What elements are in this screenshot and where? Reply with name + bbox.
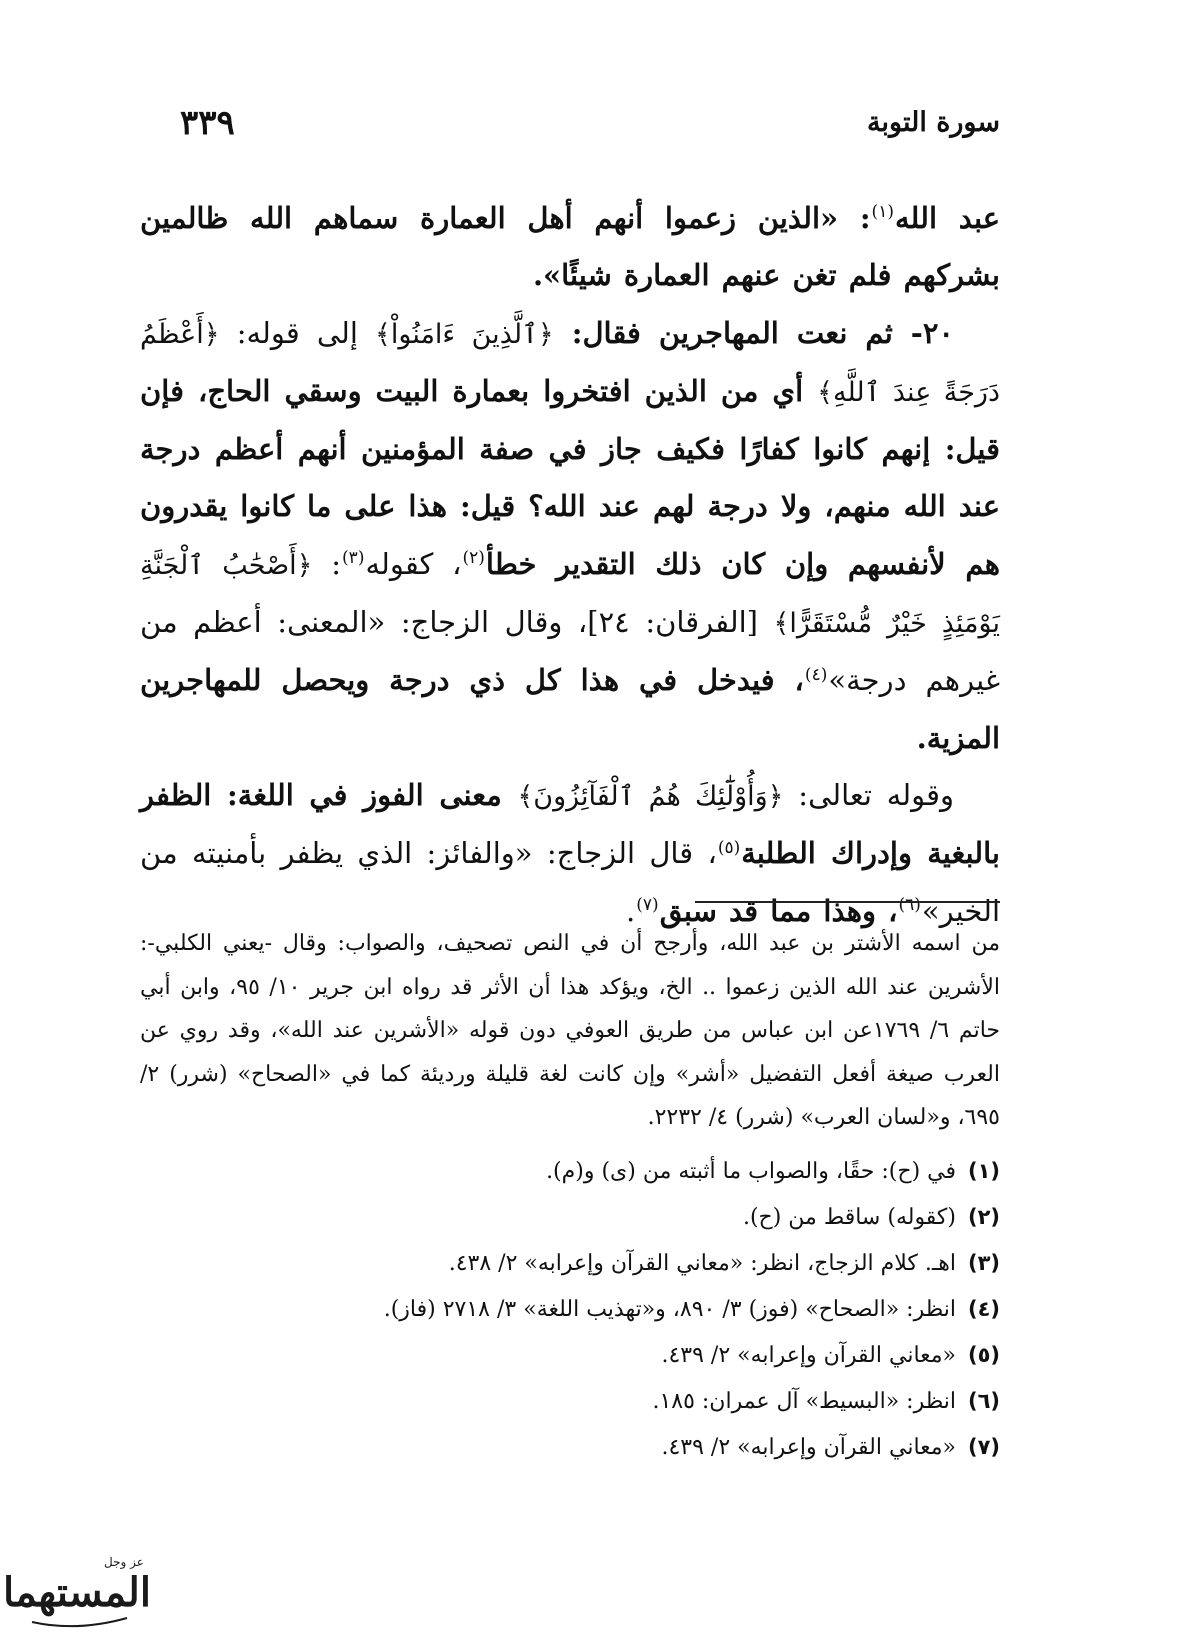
footnote-list [140, 1148, 1000, 1470]
footnote-number: (٢) [967, 1205, 1000, 1229]
paragraph-1 [140, 190, 1000, 305]
text-run: ٢٠- ثم نعت المهاجرين فقال: [553, 315, 954, 350]
footnote-text: انظر: «البسيط» آل عمران: ١٨٥. [652, 1389, 956, 1414]
footnote-item [140, 1424, 1000, 1470]
footnote-text: «معاني القرآن وإعرابه» ٢/ ٤٣٩. [661, 1343, 956, 1368]
footnote-ref-1: (١) [871, 202, 894, 223]
text-run: ، كقوله [365, 546, 462, 581]
footnote-ref-2: (٢) [462, 548, 485, 569]
footnote-separator [695, 901, 1000, 903]
footnote-number: (١) [967, 1159, 1000, 1183]
footnote-item [140, 1148, 1000, 1194]
text-run: : «الذين زعموا أنهم أهل العمارة سماهم الله ظالمين بشركهم فلم تغن عنهم العمارة شيئًا». [140, 201, 1000, 293]
logo-small-text: عز وجل [104, 1555, 144, 1569]
text-run: [الفرقان: ٢٤]، وقال الزجاج: «المعنى: أعظم من غيرهم درجة» [140, 605, 1000, 698]
footnote-text: «معاني القرآن وإعرابه» ٢/ ٤٣٩. [661, 1435, 956, 1460]
page-number: ٣٣٩ [180, 103, 235, 143]
footnote-item [140, 1332, 1000, 1378]
footnote-number: (٥) [967, 1343, 1000, 1367]
text-run: أي من الذين افتخروا بعمارة البيت وسقي الحاج، فإن قيل: إنهم كانوا كفارًا فكيف جاز في صفة المؤمنين أنهم أعظم درجة عند الله منهم، ولا درجة لهم عند الله؟ قيل: هذا على ما كانوا يقدرون هم لأنفسهم وإن كان ذلك التقدير خطأ [140, 373, 1000, 581]
logo-swash [32, 1618, 127, 1626]
text-run: عبد الله [894, 201, 1000, 235]
footnote-number: (٦) [967, 1389, 1000, 1413]
footnote-text: (كقوله) ساقط من (ح). [742, 1205, 956, 1230]
quran-quote: ﴿وَأُوْلَٰٓئِكَ هُمُ ٱلْفَآئِزُونَ﴾ [517, 780, 784, 812]
logo-text: المستهما [3, 1569, 151, 1616]
text-run: ، فيدخل في هذا كل ذي درجة ويحصل للمهاجرين المزية. [140, 663, 1000, 755]
footnote-ref-5: (٥) [717, 837, 741, 858]
page-header [180, 103, 1000, 151]
footnote-ref-6: (٦) [898, 894, 921, 915]
text-run: : [312, 546, 342, 581]
footnote-item [140, 1378, 1000, 1424]
footnote-continuation: من اسمه الأشتر بن عبد الله، وأرجح أن في النص تصحيف، والصواب: وقال -يعني الكلبي-: الأشرين عند الله الذين زعموا .. الخ، ويؤكد هذا أن الأثر قد رواه ابن جرير ١٠/ ٩٥، وابن أبي حاتم ٦/ ١٧٦٩عن ابن عباس من طريق العوفي دون قوله «الأشرين عند الله»، وقد روي عن العرب صيغة أفعل التفضيل «أشر» وإن كانت لغة قليلة ورديئة كما في «الصحاح» (شرر) ٢/ ٦٩٥، و«لسان العرب» (شرر) ٤/ ٢٢٣٢. [140, 931, 1001, 1130]
footnote-number: (٤) [967, 1297, 1000, 1321]
text-run: معنى الفوز في اللغة: الظفر بالبغية وإدراك الطلبة [140, 777, 1000, 871]
footnote-number: (٣) [967, 1251, 1000, 1275]
text-run: وقوله تعالى: [783, 777, 954, 812]
surah-title: سورة التوبة [867, 107, 1000, 138]
paragraph-2 [140, 305, 1000, 767]
text-run: . [626, 893, 636, 928]
footnote-item [140, 1240, 1000, 1286]
footnote-number: (٧) [967, 1435, 1000, 1459]
publisher-logo [2, 1544, 152, 1644]
footnote-item [140, 1194, 1000, 1240]
text-run: إلى قوله: [219, 315, 376, 350]
footnote-text: في (ح): حقًا، والصواب ما أثبته من (ى) و(م). [546, 1159, 956, 1184]
footnote-text: انظر: «الصحاح» (فوز) ٣/ ٨٩٠، و«تهذيب اللغة» ٣/ ٢٧١٨ (فاز). [383, 1297, 956, 1322]
footnote-ref-3: (٣) [342, 548, 365, 569]
quran-quote: ﴿ٱلَّذِينَ ءَامَنُواْ﴾ [375, 318, 554, 350]
footnote-item [140, 1286, 1000, 1332]
text-run: ، قال الزجاج: «والفائز: الذي يظفر بأمنيته من الخير» [140, 836, 1000, 928]
footnote-text: اهـ. كلام الزجاج، انظر: «معاني القرآن وإعرابه» ٢/ ٤٣٨. [448, 1251, 956, 1276]
text-run: ، وهذا مما قد سبق [659, 893, 898, 928]
paragraph-3 [140, 767, 1000, 940]
quran-quote: ﴿أَصْحَٰبُ ٱلْجَنَّةِ يَوْمَئِذٍ خَيْرٌ مُّسْتَقَرًّا﴾ [140, 549, 1000, 640]
main-text [140, 190, 1000, 940]
footnote-ref-7: (٧) [636, 894, 659, 915]
quran-quote: ﴿أَعْظَمُ دَرَجَةً عِندَ ٱللَّهِ﴾ [140, 318, 1000, 408]
footnote-ref-4: (٤) [804, 664, 828, 685]
